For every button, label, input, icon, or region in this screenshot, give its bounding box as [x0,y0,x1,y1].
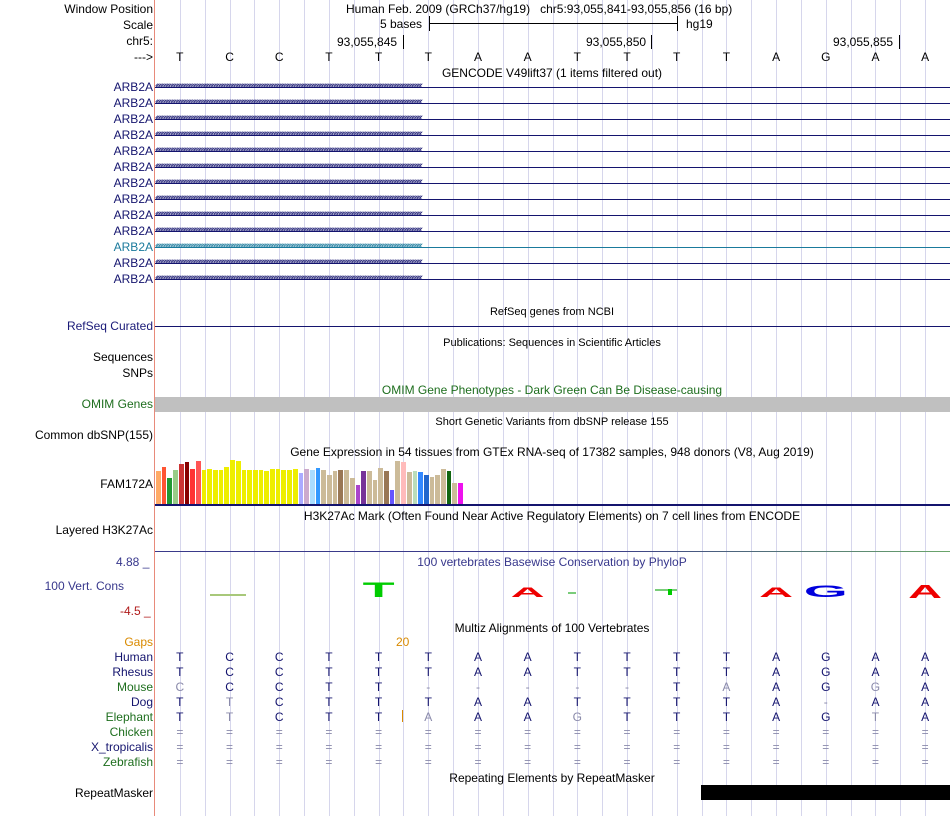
alignment-base: = [226,725,234,739]
ruler-tick-label: 93,055,855 [833,35,894,49]
gtex-tissue-bar[interactable] [156,471,161,504]
gtex-tissue-bar[interactable] [190,469,195,504]
base-letter: T [573,50,582,64]
publications-track-title: Publications: Sequences in Scientific Articles [443,337,661,349]
gencode-transcript-label[interactable]: ARB2A [113,272,153,286]
alignment-base: T [374,695,383,709]
alignment-base: A [473,650,482,664]
alignment-base: T [325,665,333,679]
alignment-base: T [722,665,731,679]
alignment-base: = [325,755,333,769]
gtex-tissue-bar[interactable] [179,464,184,504]
repeatmasker-label[interactable]: RepeatMasker [74,786,153,800]
alignment-base: T [623,665,631,679]
alignment-base: = [573,755,581,769]
phylop-ymin: -4.5 _ [120,604,151,618]
gtex-tissue-bar[interactable] [316,468,321,504]
strand-arrows: ‹‹‹‹‹‹‹‹‹‹‹‹‹‹‹‹‹‹‹‹‹‹‹‹‹‹‹‹‹‹‹‹‹‹‹‹‹‹‹‹‹‹‹‹‹‹‹‹‹‹‹‹‹‹‹‹‹‹‹‹‹‹‹‹‹‹‹‹‹‹‹‹‹‹‹‹‹‹‹‹‹‹‹‹‹‹‹‹‹‹‹‹‹‹‹‹‹‹‹‹‹‹‹‹‹‹‹‹‹‹‹‹‹‹‹‹‹‹‹‹‹‹‹‹‹‹‹‹‹‹‹‹‹‹‹‹‹‹‹‹‹‹‹‹‹‹‹‹‹‹‹‹‹‹‹‹‹‹‹‹ [155,240,422,252]
gencode-transcript-label[interactable]: ARB2A [113,128,153,142]
gtex-tissue-bar[interactable] [344,470,349,504]
h3k27ac-label[interactable]: Layered H3K27Ac [55,523,153,537]
alignment-base: - [575,680,580,694]
alignment-base: = [822,740,830,754]
gencode-transcript-label[interactable]: ARB2A [113,240,153,254]
strand-arrows: ‹‹‹‹‹‹‹‹‹‹‹‹‹‹‹‹‹‹‹‹‹‹‹‹‹‹‹‹‹‹‹‹‹‹‹‹‹‹‹‹‹‹‹‹‹‹‹‹‹‹‹‹‹‹‹‹‹‹‹‹‹‹‹‹‹‹‹‹‹‹‹‹‹‹‹‹‹‹‹‹‹‹‹‹‹‹‹‹‹‹‹‹‹‹‹‹‹‹‹‹‹‹‹‹‹‹‹‹‹‹‹‹‹‹‹‹‹‹‹‹‹‹‹‹‹‹‹‹‹‹‹‹‹‹‹‹‹‹‹‹‹‹‹‹‹‹‹‹‹‹‹‹‹‹‹‹‹‹‹‹ [155,176,422,188]
alignment-base: G [821,710,831,724]
alignment-base: = [673,725,681,739]
alignment-base: = [226,755,234,769]
alignment-base: = [921,725,929,739]
alignment-base: A [871,665,880,679]
base-letter: C [274,50,284,64]
alignment-base: T [424,665,432,679]
alignment-base: A [921,680,930,694]
strand-arrows: ‹‹‹‹‹‹‹‹‹‹‹‹‹‹‹‹‹‹‹‹‹‹‹‹‹‹‹‹‹‹‹‹‹‹‹‹‹‹‹‹‹‹‹‹‹‹‹‹‹‹‹‹‹‹‹‹‹‹‹‹‹‹‹‹‹‹‹‹‹‹‹‹‹‹‹‹‹‹‹‹‹‹‹‹‹‹‹‹‹‹‹‹‹‹‹‹‹‹‹‹‹‹‹‹‹‹‹‹‹‹‹‹‹‹‹‹‹‹‹‹‹‹‹‹‹‹‹‹‹‹‹‹‹‹‹‹‹‹‹‹‹‹‹‹‹‹‹‹‹‹‹‹‹‹‹‹‹‹‹‹ [155,192,422,204]
gtex-tissue-bar[interactable] [304,469,309,504]
gtex-tissue-bar[interactable] [264,471,269,504]
alignment-base: T [325,695,333,709]
alignment-base: T [623,695,631,709]
gtex-tissue-bar[interactable] [452,483,457,504]
gencode-transcript-label[interactable]: ARB2A [113,144,153,158]
strand-arrows: ‹‹‹‹‹‹‹‹‹‹‹‹‹‹‹‹‹‹‹‹‹‹‹‹‹‹‹‹‹‹‹‹‹‹‹‹‹‹‹‹‹‹‹‹‹‹‹‹‹‹‹‹‹‹‹‹‹‹‹‹‹‹‹‹‹‹‹‹‹‹‹‹‹‹‹‹‹‹‹‹‹‹‹‹‹‹‹‹‹‹‹‹‹‹‹‹‹‹‹‹‹‹‹‹‹‹‹‹‹‹‹‹‹‹‹‹‹‹‹‹‹‹‹‹‹‹‹‹‹‹‹‹‹‹‹‹‹‹‹‹‹‹‹‹‹‹‹‹‹‹‹‹‹‹‹‹‹‹‹‹ [155,128,422,140]
alignment-base: C [274,650,284,664]
ruler-tick-label: 93,055,850 [586,35,647,49]
alignment-base: C [274,710,284,724]
alignment-base: = [871,725,879,739]
gtex-baseline [155,504,950,506]
species-label-rhesus[interactable]: Rhesus [112,665,153,679]
strand-arrows: ‹‹‹‹‹‹‹‹‹‹‹‹‹‹‹‹‹‹‹‹‹‹‹‹‹‹‹‹‹‹‹‹‹‹‹‹‹‹‹‹‹‹‹‹‹‹‹‹‹‹‹‹‹‹‹‹‹‹‹‹‹‹‹‹‹‹‹‹‹‹‹‹‹‹‹‹‹‹‹‹‹‹‹‹‹‹‹‹‹‹‹‹‹‹‹‹‹‹‹‹‹‹‹‹‹‹‹‹‹‹‹‹‹‹‹‹‹‹‹‹‹‹‹‹‹‹‹‹‹‹‹‹‹‹‹‹‹‹‹‹‹‹‹‹‹‹‹‹‹‹‹‹‹‹‹‹‹‹‹‹ [155,160,422,172]
species-label-chicken[interactable]: Chicken [109,725,153,739]
alignment-base: C [274,695,284,709]
omim-bar[interactable] [155,397,950,412]
gtex-tissue-bar[interactable] [424,475,429,505]
gtex-label[interactable]: FAM172A [100,477,153,491]
alignment-base: = [176,740,184,754]
base-letter: T [325,50,333,64]
base-letter: C [225,50,234,64]
gencode-transcript-label[interactable]: ARB2A [113,256,153,270]
alignment-base: = [772,740,780,754]
alignment-base: - [426,680,431,694]
alignment-base: = [772,755,780,769]
gtex-tissue-bar[interactable] [401,462,406,504]
alignment-base: A [871,695,880,709]
alignment-base: A [473,695,482,709]
gtex-tissue-bar[interactable] [361,471,366,504]
strand-arrows: ‹‹‹‹‹‹‹‹‹‹‹‹‹‹‹‹‹‹‹‹‹‹‹‹‹‹‹‹‹‹‹‹‹‹‹‹‹‹‹‹‹‹‹‹‹‹‹‹‹‹‹‹‹‹‹‹‹‹‹‹‹‹‹‹‹‹‹‹‹‹‹‹‹‹‹‹‹‹‹‹‹‹‹‹‹‹‹‹‹‹‹‹‹‹‹‹‹‹‹‹‹‹‹‹‹‹‹‹‹‹‹‹‹‹‹‹‹‹‹‹‹‹‹‹‹‹‹‹‹‹‹‹‹‹‹‹‹‹‹‹‹‹‹‹‹‹‹‹‹‹‹‹‹‹‹‹‹‹‹‹ [155,80,422,92]
alignment-base: T [673,650,681,664]
alignment-base: = [673,740,681,754]
alignment-base: = [623,740,631,754]
base-letter: T [176,50,184,64]
gtex-tissue-bar[interactable] [367,471,372,504]
alignment-base: C [175,680,185,694]
alignment-base: A [523,710,532,724]
alignment-base: A [772,695,781,709]
alignment-base: G [821,665,831,679]
gencode-transcript-label[interactable]: ARB2A [113,192,153,206]
gtex-tissue-bar[interactable] [276,469,281,504]
gtex-tissue-bar[interactable] [281,470,286,504]
alignment-base: T [325,650,333,664]
alignment-base: T [623,650,631,664]
alignment-base: T [573,650,582,664]
alignment-base: G [821,680,831,694]
base-letter: A [871,50,880,64]
repeat-element[interactable] [701,785,950,800]
gtex-tissue-bar[interactable] [299,473,304,504]
gencode-transcript-label[interactable]: ARB2A [113,112,153,126]
species-label-dog[interactable]: Dog [130,695,153,709]
alignment-base: - [823,695,828,709]
omim-track-title: OMIM Gene Phenotypes - Dark Green Can Be Disease-causing [381,383,723,397]
alignment-base: A [523,665,532,679]
alignment-base: A [921,710,930,724]
repeatmasker-track-title: Repeating Elements by RepeatMasker [449,771,655,785]
alignment-base: T [374,650,383,664]
alignment-base: = [722,725,730,739]
gtex-tissue-bar[interactable] [327,475,332,505]
phylop-logo-letter: G [803,583,848,601]
gtex-tissue-bar[interactable] [447,471,452,504]
alignment-base: T [722,695,731,709]
gtex-track-title: Gene Expression in 54 tissues from GTEx RNA-seq of 17382 samples, 948 donors (V8, Aug 2019) [290,445,814,459]
window-position-label: Window Position [64,2,153,16]
scale-bar-right-tick [677,16,678,31]
alignment-base: A [921,695,930,709]
gtex-tissue-bar[interactable] [207,469,212,504]
alignment-base: = [722,740,730,754]
alignment-base: T [176,665,184,679]
alignment-base: C [225,680,234,694]
strand-arrows: ‹‹‹‹‹‹‹‹‹‹‹‹‹‹‹‹‹‹‹‹‹‹‹‹‹‹‹‹‹‹‹‹‹‹‹‹‹‹‹‹‹‹‹‹‹‹‹‹‹‹‹‹‹‹‹‹‹‹‹‹‹‹‹‹‹‹‹‹‹‹‹‹‹‹‹‹‹‹‹‹‹‹‹‹‹‹‹‹‹‹‹‹‹‹‹‹‹‹‹‹‹‹‹‹‹‹‹‹‹‹‹‹‹‹‹‹‹‹‹‹‹‹‹‹‹‹‹‹‹‹‹‹‹‹‹‹‹‹‹‹‹‹‹‹‹‹‹‹‹‹‹‹‹‹‹‹‹‹‹‹ [155,224,422,236]
gencode-transcript-label[interactable]: ARB2A [113,160,153,174]
gtex-tissue-bar[interactable] [435,475,440,504]
alignment-base: T [673,695,681,709]
gencode-transcript-label[interactable]: ARB2A [113,176,153,190]
gtex-tissue-bar[interactable] [458,483,463,504]
alignment-base: T [673,710,681,724]
alignment-base: T [325,710,333,724]
alignment-base: = [375,725,383,739]
ruler-tick [651,35,652,49]
chrom-label: chr5: [126,34,153,48]
gtex-tissue-bar[interactable] [224,467,229,504]
base-letter: A [473,50,482,64]
alignment-base: C [274,680,284,694]
strand-label: ---> [134,50,153,64]
gap-marker [402,710,403,722]
phylop-low-mark [668,589,672,595]
phylop-ymax: 4.88 _ [116,555,150,569]
strand-arrows: ‹‹‹‹‹‹‹‹‹‹‹‹‹‹‹‹‹‹‹‹‹‹‹‹‹‹‹‹‹‹‹‹‹‹‹‹‹‹‹‹‹‹‹‹‹‹‹‹‹‹‹‹‹‹‹‹‹‹‹‹‹‹‹‹‹‹‹‹‹‹‹‹‹‹‹‹‹‹‹‹‹‹‹‹‹‹‹‹‹‹‹‹‹‹‹‹‹‹‹‹‹‹‹‹‹‹‹‹‹‹‹‹‹‹‹‹‹‹‹‹‹‹‹‹‹‹‹‹‹‹‹‹‹‹‹‹‹‹‹‹‹‹‹‹‹‹‹‹‹‹‹‹‹‹‹‹‹‹‹‹ [155,256,422,268]
alignment-base: = [822,755,830,769]
species-label-elephant[interactable]: Elephant [105,710,153,724]
gtex-tissue-bar[interactable] [219,470,224,504]
alignment-base: = [176,725,184,739]
ruler-tick [899,35,900,49]
alignment-base: = [424,725,432,739]
gtex-tissue-bar[interactable] [293,469,298,504]
phylop-logo-letter: A [759,585,794,600]
gtex-tissue-bar[interactable] [202,470,207,504]
alignment-base: T [871,710,880,724]
alignment-base: C [274,665,284,679]
dbsnp-track-title: Short Genetic Variants from dbSNP release 155 [435,416,669,428]
gtex-tissue-bar[interactable] [441,469,446,504]
gtex-tissue-bar[interactable] [247,470,252,504]
alignment-base: T [573,665,582,679]
phylop-logo-letter: T [362,577,395,602]
alignment-base: T [673,665,681,679]
alignment-base: T [176,695,184,709]
multiz-track-title: Multiz Alignments of 100 Vertebrates [454,621,650,635]
base-letter: T [424,50,432,64]
alignment-base: = [524,740,532,754]
species-label-human[interactable]: Human [114,650,153,664]
species-label-x-tropicalis[interactable]: X_tropicalis [90,740,153,754]
base-letter: A [921,50,930,64]
gtex-tissue-bar[interactable] [378,468,383,504]
sequences-label[interactable]: Sequences [92,350,153,364]
alignment-base: = [424,755,432,769]
alignment-base: T [374,710,383,724]
gencode-track-title: GENCODE V49lift37 (1 items filtered out) [441,66,663,80]
alignment-base: T [225,710,234,724]
alignment-base: = [573,740,581,754]
phylop-track-title: 100 vertebrates Basewise Conservation by PhyloP [417,555,687,569]
alignment-base: T [424,650,432,664]
alignment-base: G [572,710,583,724]
gaps-label[interactable]: Gaps [124,635,153,649]
gtex-tissue-bar[interactable] [236,461,241,504]
scale-bar [429,23,677,24]
snps-label[interactable]: SNPs [122,366,153,380]
gtex-tissue-bar[interactable] [350,478,355,504]
scale-text: 5 bases [380,17,423,31]
strand-arrows: ‹‹‹‹‹‹‹‹‹‹‹‹‹‹‹‹‹‹‹‹‹‹‹‹‹‹‹‹‹‹‹‹‹‹‹‹‹‹‹‹‹‹‹‹‹‹‹‹‹‹‹‹‹‹‹‹‹‹‹‹‹‹‹‹‹‹‹‹‹‹‹‹‹‹‹‹‹‹‹‹‹‹‹‹‹‹‹‹‹‹‹‹‹‹‹‹‹‹‹‹‹‹‹‹‹‹‹‹‹‹‹‹‹‹‹‹‹‹‹‹‹‹‹‹‹‹‹‹‹‹‹‹‹‹‹‹‹‹‹‹‹‹‹‹‹‹‹‹‹‹‹‹‹‹‹‹‹‹‹‹ [155,208,422,220]
alignment-base: = [226,740,234,754]
alignment-base: = [772,725,780,739]
base-letter: A [523,50,532,64]
phylop-label[interactable]: 100 Vert. Cons [44,579,124,593]
gtex-tissue-bar[interactable] [196,461,201,504]
alignment-base: T [722,710,731,724]
alignment-base: - [525,680,530,694]
gtex-tissue-bar[interactable] [430,477,435,504]
phylop-logo-letter: A [908,582,944,603]
alignment-base: = [524,725,532,739]
base-letter: T [722,50,731,64]
gtex-tissue-bar[interactable] [270,469,275,504]
ruler-tick-label: 93,055,845 [337,35,398,49]
alignment-base: T [325,680,333,694]
alignment-base: A [473,665,482,679]
gencode-transcript-label[interactable]: ARB2A [113,208,153,222]
alignment-base: T [424,695,432,709]
gtex-tissue-bar[interactable] [185,462,190,504]
h3k27ac-signal-line[interactable] [155,551,950,552]
alignment-base: A [921,665,930,679]
alignment-base: T [722,650,731,664]
alignment-base: A [772,710,781,724]
alignment-base: A [921,650,930,664]
base-letter: T [673,50,681,64]
base-letter: G [821,50,831,64]
gtex-tissue-bar[interactable] [373,480,378,504]
phylop-logo-letter: A [510,585,546,600]
alignment-base: - [475,680,480,694]
gtex-tissue-bar[interactable] [173,470,178,504]
strand-arrows: ‹‹‹‹‹‹‹‹‹‹‹‹‹‹‹‹‹‹‹‹‹‹‹‹‹‹‹‹‹‹‹‹‹‹‹‹‹‹‹‹‹‹‹‹‹‹‹‹‹‹‹‹‹‹‹‹‹‹‹‹‹‹‹‹‹‹‹‹‹‹‹‹‹‹‹‹‹‹‹‹‹‹‹‹‹‹‹‹‹‹‹‹‹‹‹‹‹‹‹‹‹‹‹‹‹‹‹‹‹‹‹‹‹‹‹‹‹‹‹‹‹‹‹‹‹‹‹‹‹‹‹‹‹‹‹‹‹‹‹‹‹‹‹‹‹‹‹‹‹‹‹‹‹‹‹‹‹‹‹‹ [155,96,422,108]
phylop-low-mark [210,594,246,596]
alignment-base: C [225,665,234,679]
alignment-base: T [673,680,681,694]
alignment-base: = [524,755,532,769]
alignment-base: = [623,725,631,739]
h3k27ac-track-title: H3K27Ac Mark (Often Found Near Active Regulatory Elements) on 7 cell lines from ENCODE [303,509,801,523]
alignment-base: T [176,710,184,724]
alignment-base: = [474,740,482,754]
refseq-label[interactable]: RefSeq Curated [66,319,153,333]
alignment-base: G [870,680,881,694]
alignment-base: A [424,710,433,724]
alignment-base: T [225,695,234,709]
alignment-base: T [176,650,184,664]
alignment-base: T [573,695,582,709]
alignment-base: A [722,680,731,694]
alignment-base: T [374,665,383,679]
gtex-tissue-bar[interactable] [413,471,418,504]
gtex-tissue-bar[interactable] [390,490,395,505]
gtex-tissue-bar[interactable] [230,460,235,504]
gtex-tissue-bar[interactable] [395,461,400,504]
alignment-base: = [573,725,581,739]
gtex-tissue-bar[interactable] [213,470,218,504]
alignment-base: A [871,650,880,664]
alignment-base: A [772,665,781,679]
alignment-base: = [375,740,383,754]
gtex-tissue-bar[interactable] [384,471,389,504]
species-label-mouse[interactable]: Mouse [116,680,153,694]
alignment-base: = [474,755,482,769]
alignment-base: = [871,740,879,754]
alignment-base: = [375,755,383,769]
gtex-tissue-bar[interactable] [407,472,412,504]
alignment-base: = [176,755,184,769]
gtex-tissue-bar[interactable] [321,470,326,504]
alignment-base: T [374,680,383,694]
alignment-base: = [822,725,830,739]
alignment-base: = [325,740,333,754]
alignment-base: = [623,755,631,769]
strand-arrows: ‹‹‹‹‹‹‹‹‹‹‹‹‹‹‹‹‹‹‹‹‹‹‹‹‹‹‹‹‹‹‹‹‹‹‹‹‹‹‹‹‹‹‹‹‹‹‹‹‹‹‹‹‹‹‹‹‹‹‹‹‹‹‹‹‹‹‹‹‹‹‹‹‹‹‹‹‹‹‹‹‹‹‹‹‹‹‹‹‹‹‹‹‹‹‹‹‹‹‹‹‹‹‹‹‹‹‹‹‹‹‹‹‹‹‹‹‹‹‹‹‹‹‹‹‹‹‹‹‹‹‹‹‹‹‹‹‹‹‹‹‹‹‹‹‹‹‹‹‹‹‹‹‹‹‹‹‹‹‹‹ [155,112,422,124]
gtex-tissue-bar[interactable] [333,471,338,504]
strand-arrows: ‹‹‹‹‹‹‹‹‹‹‹‹‹‹‹‹‹‹‹‹‹‹‹‹‹‹‹‹‹‹‹‹‹‹‹‹‹‹‹‹‹‹‹‹‹‹‹‹‹‹‹‹‹‹‹‹‹‹‹‹‹‹‹‹‹‹‹‹‹‹‹‹‹‹‹‹‹‹‹‹‹‹‹‹‹‹‹‹‹‹‹‹‹‹‹‹‹‹‹‹‹‹‹‹‹‹‹‹‹‹‹‹‹‹‹‹‹‹‹‹‹‹‹‹‹‹‹‹‹‹‹‹‹‹‹‹‹‹‹‹‹‹‹‹‹‹‹‹‹‹‹‹‹‹‹‹‹‹‹‹ [155,144,422,156]
alignment-base: = [424,740,432,754]
scale-label: Scale [122,18,153,32]
gtex-tissue-bar[interactable] [259,470,264,504]
gtex-tissue-bar[interactable] [253,470,258,504]
phylop-low-mark [655,589,677,591]
species-label-zebrafish[interactable]: Zebrafish [102,755,153,769]
assembly-label: hg19 [686,17,713,31]
alignment-base: = [275,740,283,754]
gtex-tissue-bar[interactable] [418,472,423,504]
strand-arrows: ‹‹‹‹‹‹‹‹‹‹‹‹‹‹‹‹‹‹‹‹‹‹‹‹‹‹‹‹‹‹‹‹‹‹‹‹‹‹‹‹‹‹‹‹‹‹‹‹‹‹‹‹‹‹‹‹‹‹‹‹‹‹‹‹‹‹‹‹‹‹‹‹‹‹‹‹‹‹‹‹‹‹‹‹‹‹‹‹‹‹‹‹‹‹‹‹‹‹‹‹‹‹‹‹‹‹‹‹‹‹‹‹‹‹‹‹‹‹‹‹‹‹‹‹‹‹‹‹‹‹‹‹‹‹‹‹‹‹‹‹‹‹‹‹‹‹‹‹‹‹‹‹‹‹‹‹‹‹‹‹ [155,272,422,284]
refseq-line[interactable] [155,326,950,327]
gencode-transcript-label[interactable]: ARB2A [113,96,153,110]
alignment-base: = [275,725,283,739]
base-letter: A [772,50,781,64]
omim-label[interactable]: OMIM Genes [81,397,153,411]
gencode-transcript-label[interactable]: ARB2A [113,80,153,94]
base-letter: T [374,50,383,64]
alignment-base: - [625,680,630,694]
alignment-base: A [772,680,781,694]
gtex-tissue-bar[interactable] [356,485,361,504]
gtex-tissue-bar[interactable] [242,470,247,504]
gtex-tissue-bar[interactable] [287,470,292,504]
alignment-base: A [523,650,532,664]
base-letter: T [623,50,631,64]
ruler-tick [403,35,404,49]
alignment-base: G [821,650,831,664]
alignment-base: = [673,755,681,769]
refseq-track-title: RefSeq genes from NCBI [489,306,615,318]
gap-count: 20 [396,635,410,649]
dbsnp-label[interactable]: Common dbSNP(155) [34,428,153,442]
gtex-tissue-bar[interactable] [167,478,172,504]
position-title: Human Feb. 2009 (GRCh37/hg19) chr5:93,055,841-93,055,856 (16 bp) [346,2,733,16]
alignment-base: = [275,755,283,769]
alignment-base: = [921,755,929,769]
gencode-transcript-label[interactable]: ARB2A [113,224,153,238]
alignment-base: T [623,710,631,724]
gtex-tissue-bar[interactable] [338,470,343,504]
gtex-tissue-bar[interactable] [310,470,315,504]
alignment-base: A [473,710,482,724]
alignment-base: = [722,755,730,769]
alignment-base: = [474,725,482,739]
gtex-tissue-bar[interactable] [162,467,167,504]
phylop-low-mark [568,592,576,594]
alignment-base: A [523,695,532,709]
alignment-base: = [325,725,333,739]
alignment-base: = [921,740,929,754]
alignment-base: C [225,650,234,664]
alignment-base: = [871,755,879,769]
scale-bar-left-tick [429,16,430,31]
alignment-base: A [772,650,781,664]
